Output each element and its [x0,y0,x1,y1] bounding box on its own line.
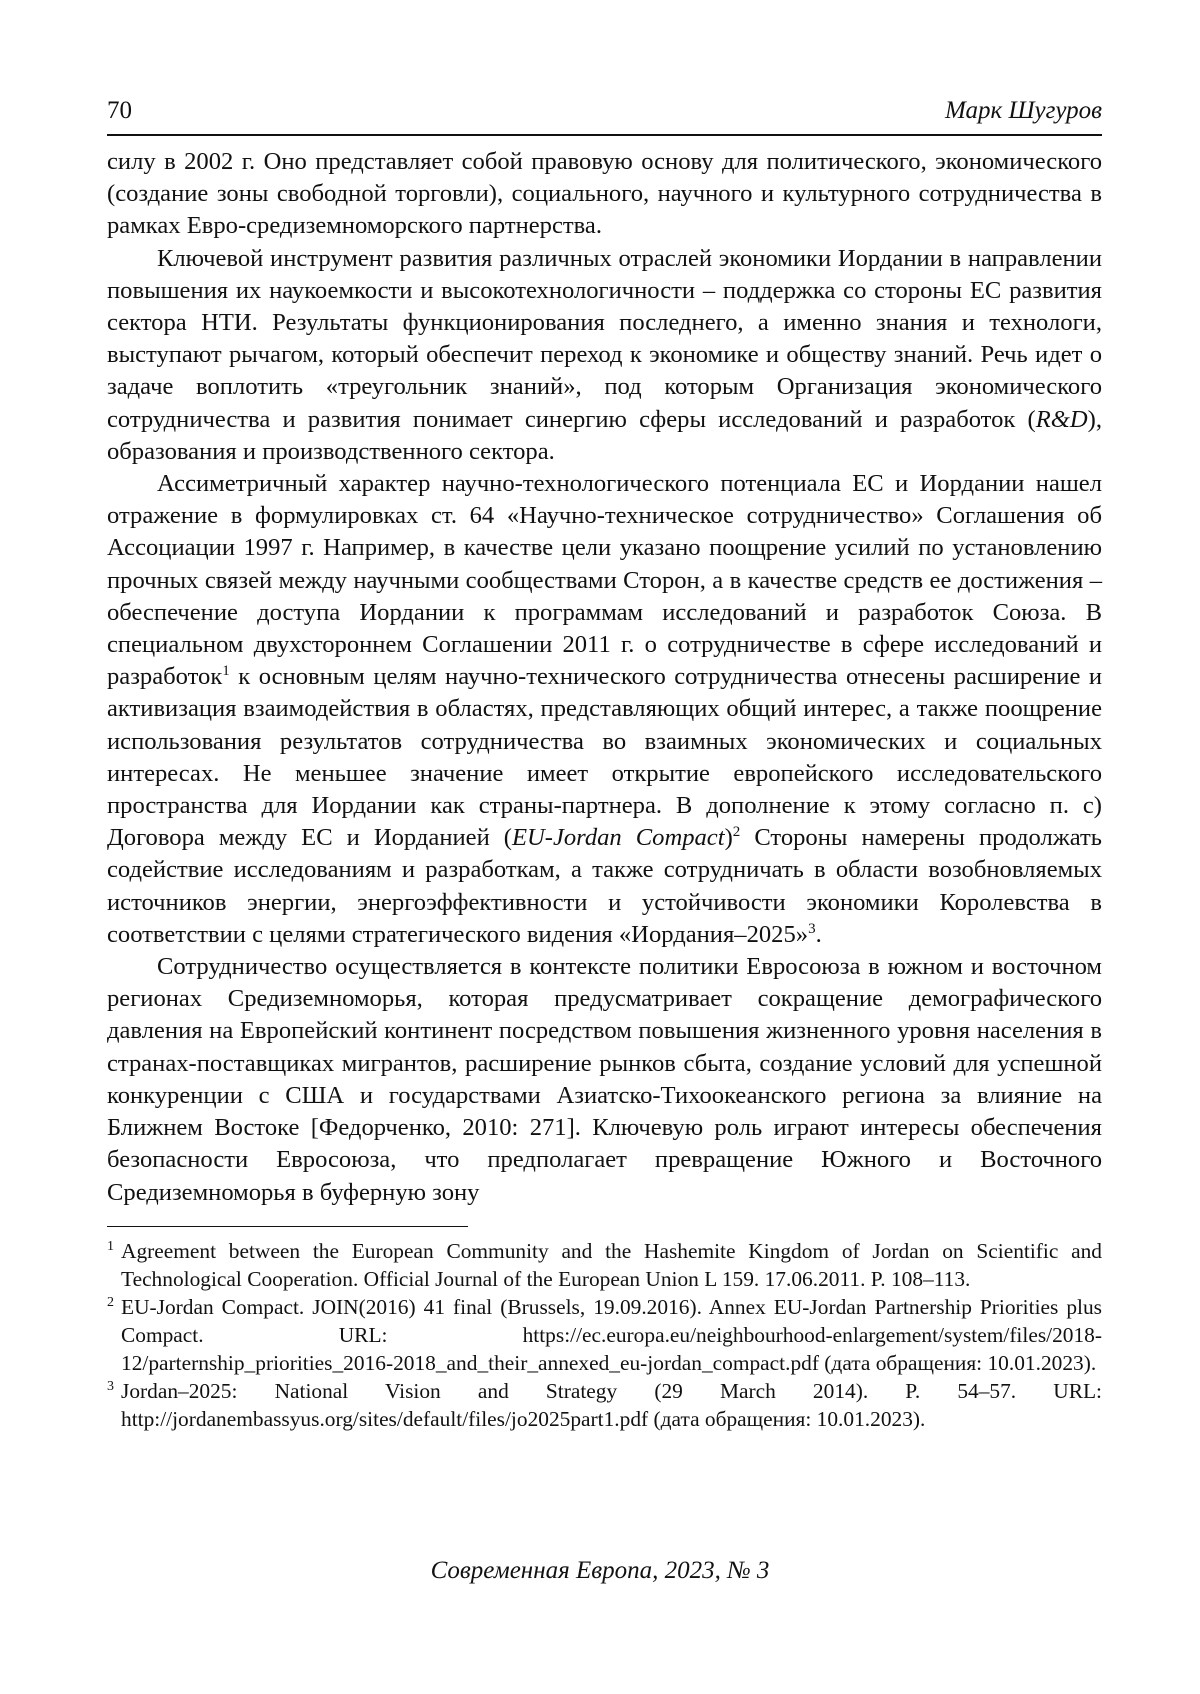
emphasis: EU-Jordan Compact [511,824,725,852]
body-text [107,146,1102,1209]
footnote [107,1237,1102,1293]
footnote-number: 2 [107,1294,114,1310]
running-author: Марк Шугуров [945,97,1102,124]
running-header [107,96,1102,136]
footnote-ref[interactable]: 3 [808,920,816,937]
running-footer: Современная Европа, 2023, № 3 [430,1557,770,1584]
paragraph-text: Ключевой инструмент развития различных отраслей экономики Иордании в направлении повышения их наукоемкости и высокотехнологичности – поддержка со стороны ЕС развития сектора НТИ. Результаты функционирования последнего, а именно знания и технологи, выступают рычагом, который обеспечит переход к экономике и обществу знаний. Речь идет о задаче воплотить «треугольник знаний», под которым Организация экономического сотрудничества и развития понимает синергию сферы исследований и разработок ( [107,244,1102,433]
paragraph [107,146,1102,243]
footnote-text: EU-Jordan Compact. JOIN(2016) 41 final (Brussels, 19.09.2016). Annex EU-Jordan Partnership Priorities plus Compact. URL: https://ec.europa.eu/neighbourhood-enlargement/system/files/2018-12/parternship_priorities_2016-2018_and_their_annexed_eu-jordan_compact.pdf (дата обращения: 10.01.2023). [121,1294,1102,1375]
paragraph-text: ) [724,824,733,852]
footnotes [107,1237,1102,1433]
paragraph-text: к основным целям научно-технического сотрудничества отнесены расширение и активизация взаимодействия в областях, представляющих общий интерес, а также поощрение использования результатов сотрудничества во взаимных экономических и социальных интересах. Не меньшее значение имеет открытие европейского исследовательского пространства для Иордании как страны-партнера. В дополнение к этому согласно п. с) Договора между ЕС и Иорданией ( [107,663,1102,852]
paragraph-text: Стороны намерены продолжать содействие исследованиям и разработкам, а также сотрудничать в области возобновляемых источников энергии, энергоэффективности и устойчивости экономики Королевства в соответствии с целями стратегического видения «Иордания–2025» [107,824,1102,948]
footnote-ref[interactable]: 1 [222,663,230,680]
paragraph-text: . [815,920,822,948]
footnote-separator [107,1226,468,1227]
paragraph-text: Ассиметричный характер научно-технологического потенциала ЕС и Иордании нашел отражение в формулировках ст. 64 «Научно-техническое сотрудничество» Соглашения об Ассоциации 1997 г. Например, в качестве цели указано поощрение усилий по установлению прочных связей между научными сообществами Сторон, а в качестве средств ее достижения – обеспечение доступа Иордании к программам исследований и разработок Союза. В специальном двухстороннем Соглашении 2011 г. о сотрудничестве в сфере исследований и разработок [107,470,1102,691]
paragraph-text: ), образования и производственного сектора. [107,405,1102,465]
footnote-ref[interactable]: 2 [732,824,741,841]
footnote [107,1293,1102,1377]
paragraph [107,951,1102,1209]
footnote-number: 1 [107,1238,114,1254]
footnote-text: Agreement between the European Community and the Hashemite Kingdom of Jordan on Scientific and Technological Cooperation. Official Journal of the European Union L 159. 17.06.2011. P. 108–113. [121,1238,1102,1291]
paragraph-text: Сотрудничество осуществляется в контексте политики Евросоюза в южном и восточном регионах Средиземноморья, которая предусматривает сокращение демографического давления на Европейский континент посредством повышения жизненного уровня населения в странах-поставщиках мигрантов, расширение рынков сбыта, создание условий для успешной конкуренции с США и государствами Азиатско-Тихоокеанского региона за влияние на Ближнем Востоке [Федорченко, 2010: 271]. Ключевую роль играют интересы обеспечения безопасности Евросоюза, что предполагает превращение Южного и Восточного Средиземноморья в буферную зону [107,953,1102,1206]
footnote [107,1377,1102,1433]
footnote-number: 3 [107,1378,114,1394]
footnote-text: Jordan–2025: National Vision and Strategy (29 March 2014). P. 54–57. URL: http://jordanembassyus.org/sites/default/files/jo2025part1.pdf (дата обращения: 10.01.2023). [121,1378,1102,1431]
paragraph-text: силу в 2002 г. Оно представляет собой правовую основу для политического, экономического (создание зоны свободной торговли), социального, научного и культурного сотрудничества в рамках Евро-средиземноморского партнерства. [107,148,1102,240]
page-number: 70 [107,97,132,124]
paragraph [107,468,1102,951]
page [107,96,1102,1433]
emphasis: R&D [1035,405,1088,433]
paragraph [107,243,1102,468]
